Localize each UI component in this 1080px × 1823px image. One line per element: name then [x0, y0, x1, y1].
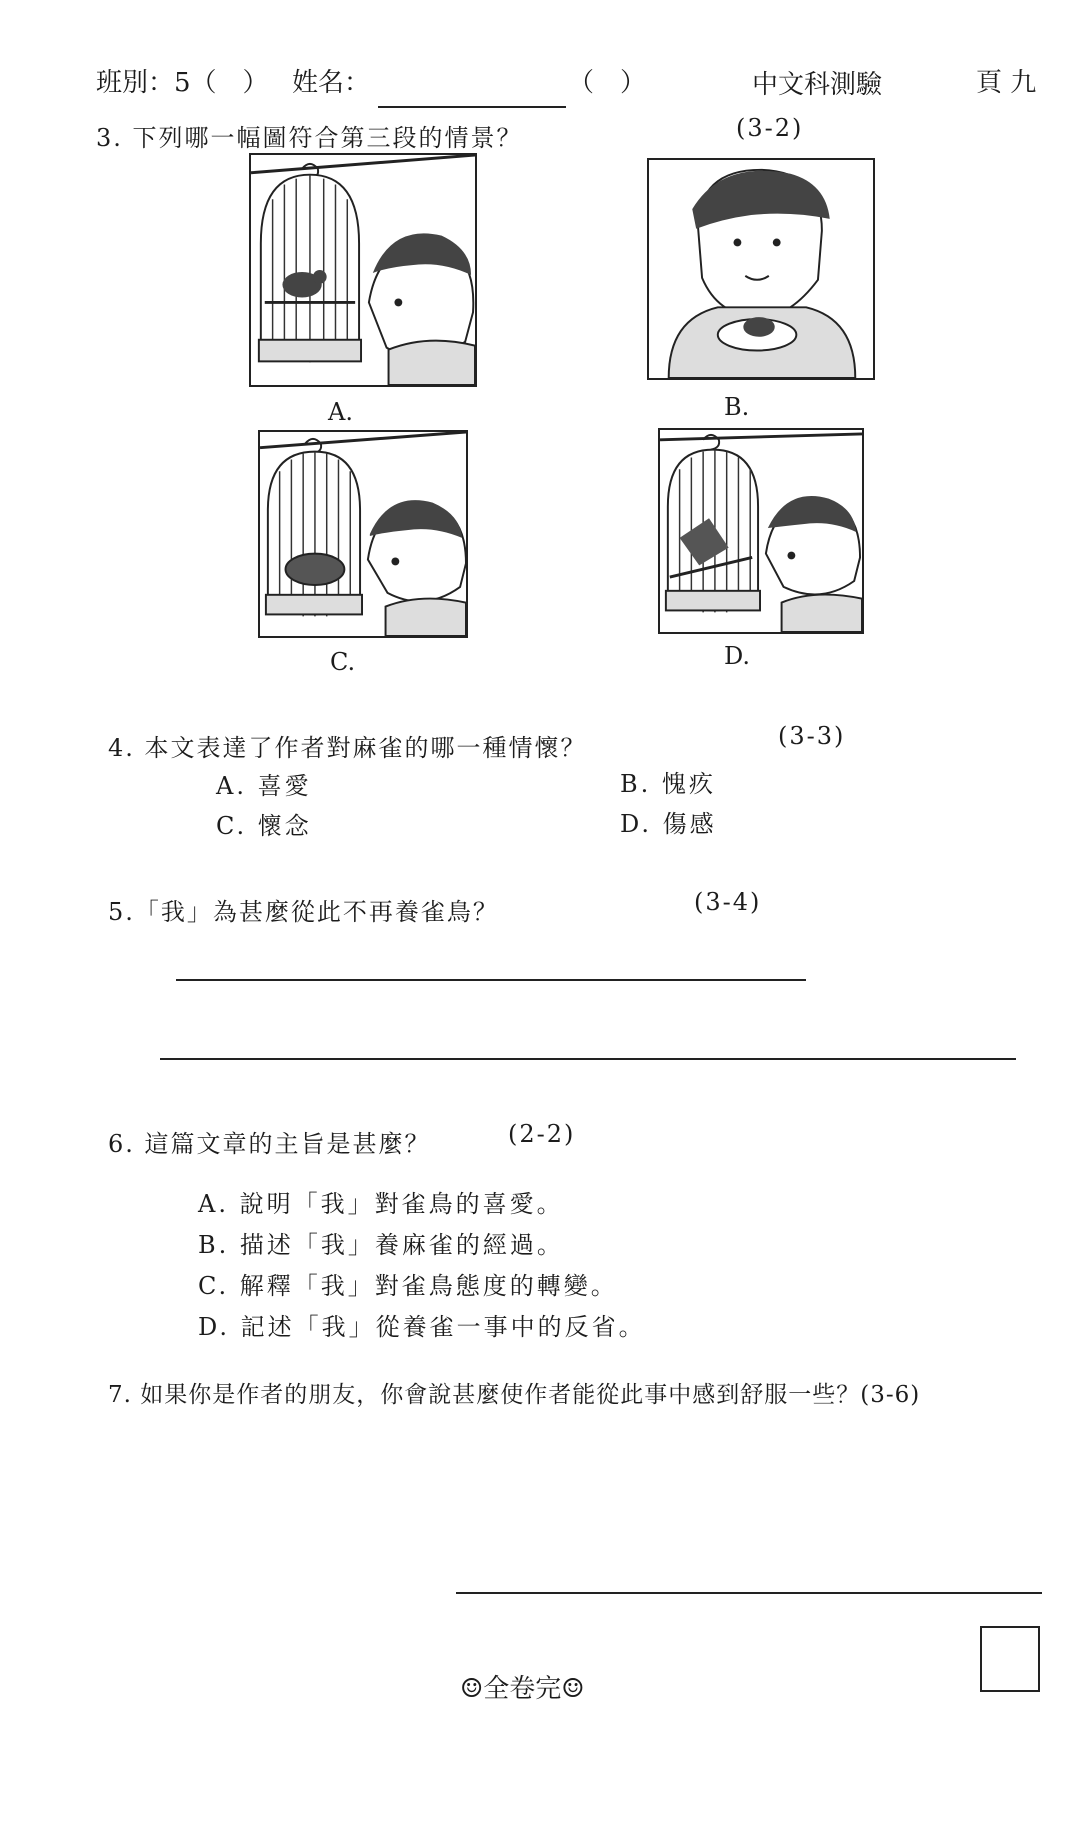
name-label: 姓名：	[292, 68, 371, 98]
question-7: 7. 如果你是作者的朋友，你會說甚麼使作者能從此事中感到舒服一些？(3-6)	[108, 1382, 921, 1408]
question-4: 4. 本文表達了作者對麻雀的哪一種情懷？	[108, 734, 587, 762]
q6-option-d[interactable]: D. 記述「我」從養雀一事中的反省。	[198, 1313, 646, 1341]
picture-d[interactable]	[658, 428, 864, 634]
q6-option-b[interactable]: B. 描述「我」養麻雀的經過。	[198, 1231, 564, 1259]
q4-option-a-text: 喜愛	[257, 772, 312, 800]
number-paren: （ ）	[568, 68, 647, 98]
q6-option-a[interactable]: A. 說明「我」對雀鳥的喜愛。	[198, 1190, 564, 1218]
q4-option-b-key: B.	[620, 770, 652, 798]
class-label: 班別：5（ ）	[96, 68, 269, 98]
q4-option-d-key: D.	[620, 810, 653, 838]
q4-option-a[interactable]	[216, 766, 312, 801]
picture-d-illustration	[660, 430, 862, 632]
answer-line-7[interactable]	[456, 1592, 1042, 1594]
picture-b-label: B.	[724, 393, 750, 421]
question-3-code: (3-2)	[736, 114, 804, 142]
q4-option-d[interactable]	[620, 804, 717, 839]
q4-option-a-key: A.	[216, 772, 247, 800]
q4-option-d-text: 傷感	[662, 810, 717, 838]
q4-option-c-key: C.	[216, 812, 248, 840]
question-3: 3. 下列哪一幅圖符合第三段的情景？	[96, 124, 523, 152]
picture-c-illustration	[260, 432, 466, 636]
end-of-paper: ☺全卷完☺	[460, 1674, 585, 1704]
picture-c-label: C.	[330, 648, 356, 676]
picture-a-label: A.	[328, 398, 353, 426]
answer-line-5a[interactable]	[176, 979, 806, 981]
q4-option-c-text: 懷念	[257, 812, 312, 840]
question-6-code: (2-2)	[508, 1120, 576, 1148]
subject-title: 中文科測驗	[752, 70, 883, 100]
picture-d-label: D.	[724, 642, 751, 670]
picture-b-illustration	[649, 160, 873, 378]
picture-a-illustration	[251, 155, 475, 385]
q4-option-b[interactable]	[620, 764, 716, 799]
page-number: 頁 九	[976, 68, 1037, 98]
question-4-code: (3-3)	[778, 722, 846, 750]
q4-option-b-text: 愧疚	[661, 770, 716, 798]
picture-c[interactable]	[258, 430, 468, 638]
q6-option-c[interactable]: C. 解釋「我」對雀鳥態度的轉變。	[198, 1272, 618, 1300]
question-6: 6. 這篇文章的主旨是甚麼？	[108, 1130, 431, 1158]
score-box[interactable]	[980, 1626, 1040, 1692]
q4-option-c[interactable]	[216, 806, 312, 841]
question-5-code: (3-4)	[694, 888, 762, 916]
answer-line-5b[interactable]	[160, 1058, 1016, 1060]
question-5: 5.「我」為甚麼從此不再養雀鳥？	[108, 898, 499, 926]
picture-b[interactable]	[647, 158, 875, 380]
picture-a[interactable]	[249, 153, 477, 387]
name-field[interactable]	[378, 106, 566, 108]
